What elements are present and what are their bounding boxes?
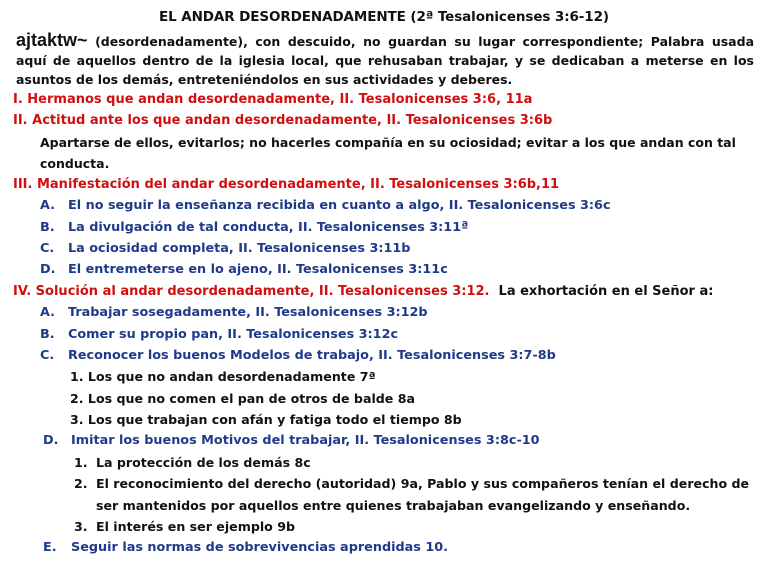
section-3-heading: III. Manifestación del andar desordenadamente, II. Tesalonicenses 3:6b,11: [13, 176, 560, 192]
section-3-item-d: [0, 259, 768, 280]
item-letter: A.: [40, 198, 56, 214]
item-letter: A.: [40, 305, 56, 321]
section-4-exhortation: La exhortación en el Señor a:: [489, 283, 714, 299]
item-text: Comer su propio pan, II. Tesalonicenses 3:12c: [68, 326, 399, 342]
models-item-2: 2. Los que no comen el pan de otros de balde 8a: [70, 390, 415, 406]
section-4-heading: IV. Solución al andar desordenadamente, II. Tesalonicenses 3:12.: [13, 283, 490, 299]
section-4-heading-line: [0, 281, 768, 302]
item-text: El entremeterse en lo ajeno, II. Tesalonicenses 3:11c: [68, 262, 448, 278]
item-text: La divulgación de tal conducta, II. Tesalonicenses 3:11ª: [68, 219, 469, 235]
item-letter: B.: [40, 326, 55, 342]
item-text: El no seguir la enseñanza recibida en cuanto a algo, II. Tesalonicenses 3:6c: [68, 198, 611, 214]
section-4-item-e: [0, 537, 768, 558]
item-text: Reconocer los buenos Modelos de trabajo, II. Tesalonicenses 3:7-8b: [68, 347, 556, 363]
intro-text: (desordenadamente), con descuido, no guardan su lugar correspondiente; Palabra usada aquí de aquellos dentro de la iglesia local, que rehusaban trabajar, y se dedicaban a meterse en los asuntos de los demás, entreteniéndolos en sus actividades y deberes.: [16, 34, 754, 87]
item-text: El reconocimiento del derecho (autoridad) 9a, Pablo y sus compañeros tenían el derecho de ser mantenidos por aquellos entre quienes trabajaban evangelizando y enseñando.: [96, 476, 750, 513]
motives-item-2: [0, 473, 768, 516]
section-2-paragraph: Apartarse de ellos, evitarlos; no hacerles compañía en su ociosidad; evitar a los que andan con tal conducta.: [40, 134, 736, 171]
section-3-item-c: [0, 238, 768, 259]
greek-term: ajtaktw~: [16, 30, 88, 50]
item-number: 3.: [74, 519, 88, 535]
item-text: Trabajar sosegadamente, II. Tesalonicenses 3:12b: [68, 305, 428, 321]
item-letter: C.: [40, 347, 55, 363]
section-4-item-a: [0, 302, 768, 323]
item-letter: D.: [40, 262, 56, 278]
page-title: EL ANDAR DESORDENADAMENTE (2ª Tesalonicenses 3:6-12): [159, 9, 609, 25]
item-text: La protección de los demás 8c: [96, 454, 311, 470]
item-number: 1.: [74, 454, 88, 470]
section-4-item-c: [0, 345, 768, 366]
item-letter: B.: [40, 219, 55, 235]
section-2-heading: II. Actitud ante los que andan desordenadamente, II. Tesalonicenses 3:6b: [13, 113, 553, 129]
section-3-item-a: [0, 195, 768, 216]
item-letter: D.: [43, 433, 59, 449]
section-1-heading: I. Hermanos que andan desordenadamente, II. Tesalonicenses 3:6, 11a: [13, 92, 533, 107]
item-text: El interés en ser ejemplo 9b: [96, 519, 295, 535]
section-4-item-d: [0, 430, 768, 451]
intro-paragraph: [16, 31, 754, 89]
motives-item-3: [0, 516, 768, 537]
item-text: Imitar los buenos Motivos del trabajar, II. Tesalonicenses 3:8c-10: [71, 433, 540, 449]
item-number: 2.: [74, 476, 88, 492]
section-4-item-b: [0, 324, 768, 345]
item-text: La ociosidad completa, II. Tesalonicenses 3:11b: [68, 240, 411, 256]
motives-item-1: [0, 452, 768, 473]
item-text: Seguir las normas de sobrevivencias aprendidas 10.: [71, 540, 449, 556]
section-3-item-b: [0, 217, 768, 238]
item-letter: C.: [40, 240, 55, 256]
models-item-3: 3. Los que trabajan con afán y fatiga todo el tiempo 8b: [70, 412, 462, 428]
item-letter: E.: [43, 540, 57, 556]
models-item-1: 1. Los que no andan desordenadamente 7ª: [70, 369, 376, 385]
